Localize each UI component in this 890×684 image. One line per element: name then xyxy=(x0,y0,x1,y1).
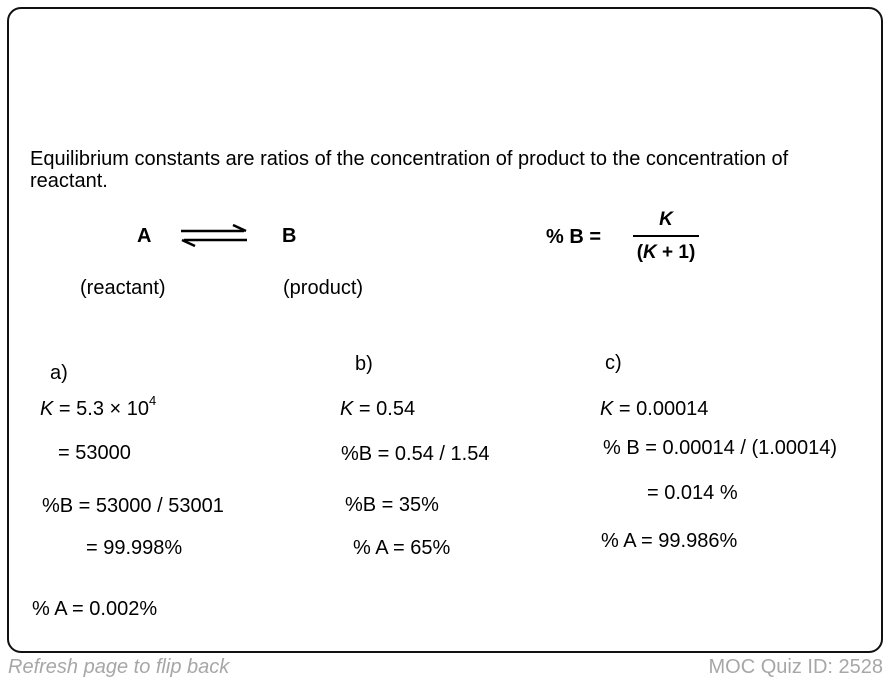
part-a-pct-b: %B = 53000 / 53001 xyxy=(42,495,224,517)
k-var: K xyxy=(40,398,54,420)
part-b-k-eq: = 0.54 xyxy=(353,398,416,420)
formula-lhs: % B = xyxy=(546,226,602,248)
part-c-pct-b: % B = 0.00014 / (1.00014) xyxy=(603,437,838,459)
part-a-pct-a: % A = 0.002% xyxy=(32,598,158,620)
part-c-label: c) xyxy=(605,352,622,374)
part-a-k xyxy=(40,393,157,420)
part-b-pct-b: %B = 0.54 / 1.54 xyxy=(341,443,490,465)
product-symbol: B xyxy=(282,225,297,247)
formula-fraction xyxy=(633,208,699,264)
fraction-bar xyxy=(633,235,699,237)
reactant-symbol: A xyxy=(137,225,152,247)
refresh-hint: Refresh page to flip back xyxy=(8,656,230,678)
part-a-k-eq: = 5.3 × 10 xyxy=(53,398,149,420)
reactant-label: (reactant) xyxy=(80,277,166,299)
part-c-k-eq: = 0.00014 xyxy=(613,398,709,420)
part-b-pct-a: % A = 65% xyxy=(353,537,451,559)
part-b-pct-b-result: %B = 35% xyxy=(345,494,439,516)
k-var: K xyxy=(643,242,657,263)
k-var: K xyxy=(340,398,354,420)
part-c-pct-b-result: = 0.014 % xyxy=(647,482,738,504)
part-c-pct-a: % A = 99.986% xyxy=(601,530,738,552)
formula-denominator: (K + 1) xyxy=(636,242,696,263)
equilibrium-arrows-icon xyxy=(178,224,250,248)
part-b-label: b) xyxy=(355,353,373,375)
part-b-k xyxy=(340,398,415,420)
intro-text: Equilibrium constants are ratios of the concentration of product to the concentration of reactant. xyxy=(30,148,789,192)
part-c-k xyxy=(600,398,708,420)
part-a-k-exp: 4 xyxy=(148,393,157,409)
product-label: (product) xyxy=(283,277,364,299)
formula-numerator: K xyxy=(659,209,673,230)
part-a-k-value: = 53000 xyxy=(58,442,131,464)
part-a-label: a) xyxy=(50,362,68,384)
quiz-id: MOC Quiz ID: 2528 xyxy=(708,656,883,678)
part-a-pct-b-result: = 99.998% xyxy=(86,537,183,559)
k-var: K xyxy=(600,398,614,420)
